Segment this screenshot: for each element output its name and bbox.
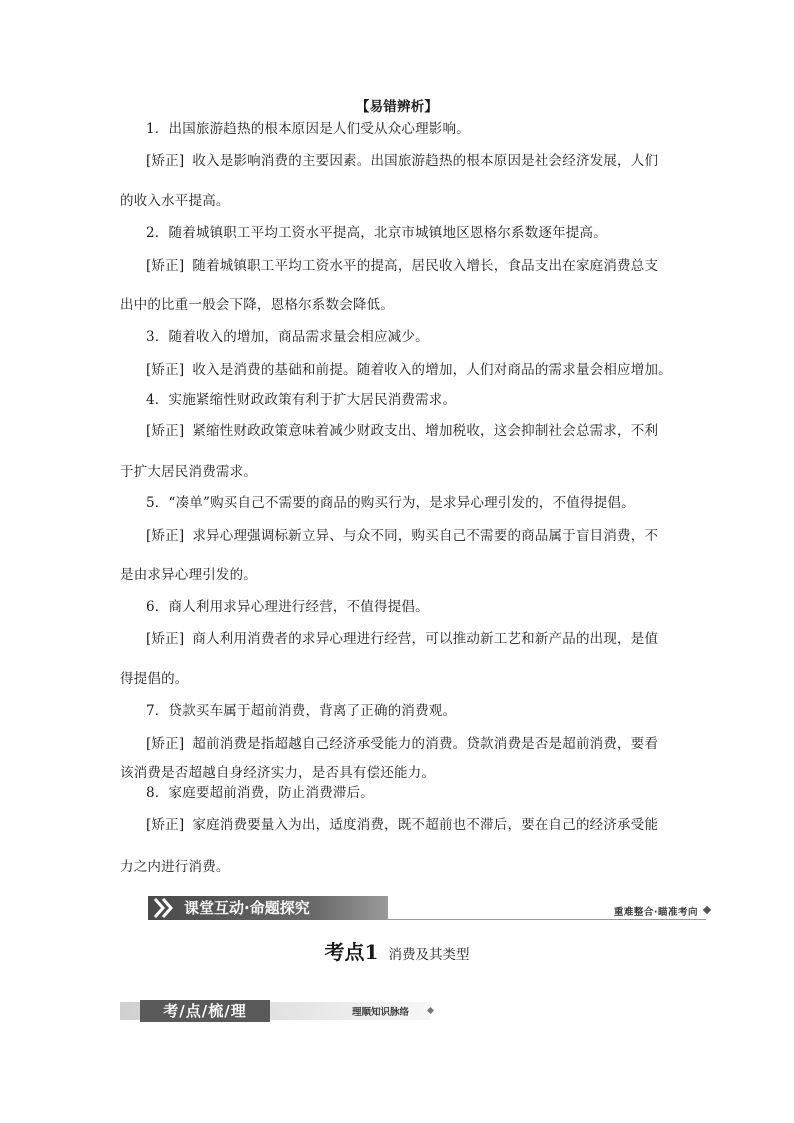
- question-4: 4．实施紧缩性财政政策有利于扩大居民消费需求。: [146, 392, 457, 408]
- diamond-icon: [703, 906, 711, 914]
- correction-tag: [矫正]: [146, 817, 185, 833]
- correction-text: 收入是消费的基础和前提。随着收入的增加，人们对商品的需求量会相应增加。: [192, 362, 672, 378]
- banner-title: 课堂互动·命题探究: [184, 899, 310, 917]
- correction-1-cont: 的收入水平提高。: [120, 193, 230, 209]
- correction-tag: [矫正]: [146, 423, 185, 439]
- banner-rule: [388, 919, 706, 920]
- kaodian-heading: [0, 936, 794, 965]
- correction-text: 紧缩性财政政策意味着减少财政支出、增加税收，这会抑制社会总需求，不利: [192, 423, 659, 439]
- correction-5-cont: 是由求异心理引发的。: [120, 567, 257, 583]
- correction-7-cont: 该消费是否超越自身经济实力，是否具有偿还能力。: [120, 765, 436, 781]
- banner-subtitle: 重难整合·瞄准考向: [613, 907, 698, 918]
- correction-3: [146, 361, 672, 379]
- question-7: 7．贷款买车属于超前消费，背离了正确的消费观。: [146, 703, 457, 719]
- correction-8: [146, 816, 658, 834]
- kaodian-topic: 消费及其类型: [388, 947, 470, 963]
- correction-4-cont: 于扩大居民消费需求。: [120, 464, 257, 480]
- question-6: 6．商人利用求异心理进行经营，不值得提倡。: [146, 599, 429, 615]
- correction-1: [146, 152, 658, 170]
- correction-text: 求异心理强调标新立异、与众不同，购买自己不需要的商品属于盲目消费，不: [192, 528, 659, 544]
- correction-2: [146, 257, 658, 275]
- sub-banner-title: 考/点/梳/理: [140, 1000, 270, 1022]
- kaodian-number: 考点1: [324, 940, 379, 964]
- question-1: 1．出国旅游趋热的根本原因是人们受从众心理影响。: [146, 121, 470, 137]
- correction-tag: [矫正]: [146, 362, 185, 378]
- correction-6: [146, 630, 658, 648]
- correction-2-cont: 出中的比重一般会下降，恩格尔系数会降低。: [120, 297, 394, 313]
- correction-4: [146, 422, 658, 440]
- correction-tag: [矫正]: [146, 258, 185, 274]
- section-title: 【易错辨析】: [355, 99, 439, 115]
- correction-text: 超前消费是指超越自己经济承受能力的消费。贷款消费是否是超前消费，要看: [192, 736, 659, 752]
- correction-8-cont: 力之内进行消费。: [120, 859, 230, 875]
- correction-text: 收入是影响消费的主要因素。出国旅游趋热的根本原因是社会经济发展，人们: [192, 153, 659, 169]
- correction-text: 家庭消费要量入为出，适度消费，既不超前也不滞后，要在自己的经济承受能: [192, 817, 659, 833]
- question-2: 2．随着城镇职工平均工资水平提高，北京市城镇地区恩格尔系数逐年提高。: [146, 225, 607, 241]
- question-5: 5．“凑单”购买自己不需要的商品的购买行为，是求异心理引发的，不值得提倡。: [146, 495, 635, 511]
- correction-tag: [矫正]: [146, 631, 185, 647]
- correction-6-cont: 得提倡的。: [120, 671, 189, 687]
- correction-7: [146, 735, 658, 753]
- question-3: 3．随着收入的增加，商品需求量会相应减少。: [146, 329, 429, 345]
- correction-tag: [矫正]: [146, 153, 185, 169]
- correction-tag: [矫正]: [146, 736, 185, 752]
- section-banner: [148, 893, 712, 923]
- correction-text: 随着城镇职工平均工资水平的提高，居民收入增长，食品支出在家庭消费总支: [192, 258, 659, 274]
- sub-banner: [120, 1000, 440, 1024]
- question-8: 8．家庭要超前消费，防止消费滞后。: [146, 785, 374, 801]
- double-chevron-icon: [152, 896, 176, 920]
- correction-tag: [矫正]: [146, 528, 185, 544]
- correction-5: [146, 527, 658, 545]
- sub-banner-subtitle: 理顺知识脉络: [352, 1007, 410, 1018]
- correction-text: 商人利用消费者的求异心理进行经营，可以推动新工艺和新产品的出现，是值: [192, 631, 659, 647]
